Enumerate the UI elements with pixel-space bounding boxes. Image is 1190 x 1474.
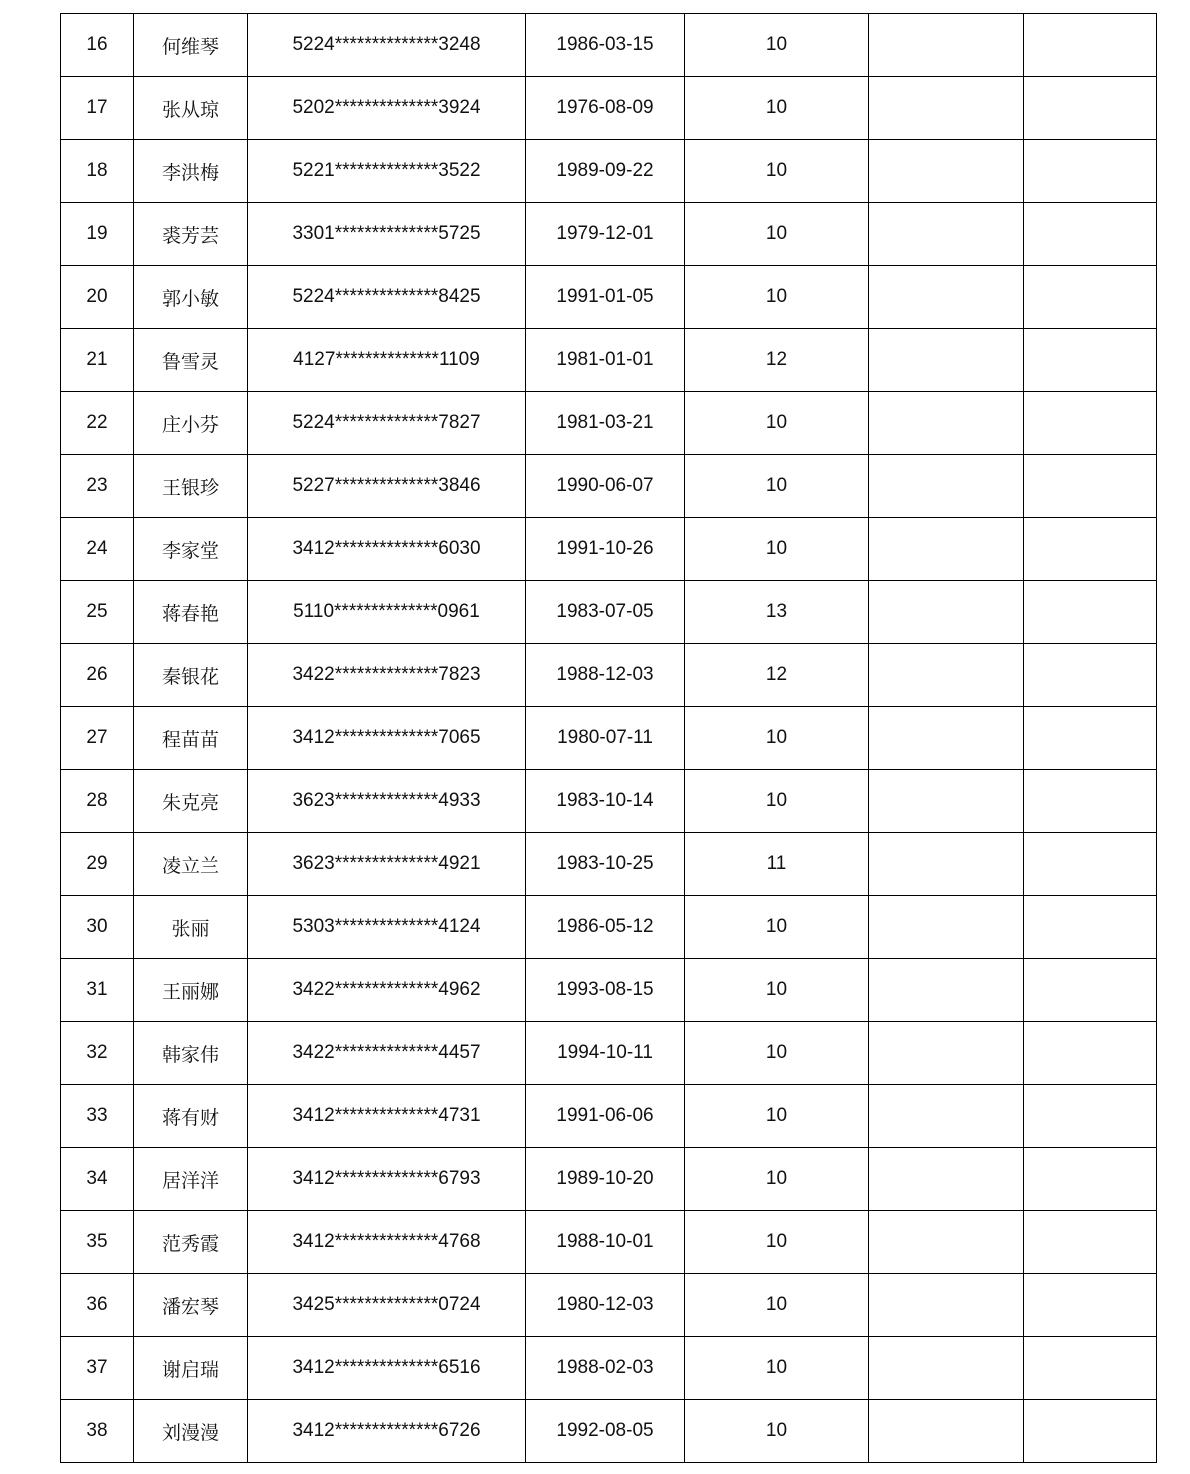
- blank-cell: [869, 266, 1024, 329]
- row-number-cell: 20: [61, 266, 134, 329]
- name-cell: 郭小敏: [134, 266, 248, 329]
- name-cell: 张从琼: [134, 77, 248, 140]
- birth-date-cell: 1988-10-01: [526, 1211, 685, 1274]
- birth-date-cell: 1988-12-03: [526, 644, 685, 707]
- name-cell: 朱克亮: [134, 770, 248, 833]
- name-cell: 何维琴: [134, 14, 248, 77]
- blank-cell: [1024, 1085, 1157, 1148]
- blank-cell: [1024, 770, 1157, 833]
- row-number-cell: 32: [61, 1022, 134, 1085]
- blank-cell: [869, 203, 1024, 266]
- name-cell: 蒋春艳: [134, 581, 248, 644]
- birth-date-cell: 1994-10-11: [526, 1022, 685, 1085]
- blank-cell: [1024, 266, 1157, 329]
- blank-cell: [869, 896, 1024, 959]
- blank-cell: [869, 77, 1024, 140]
- blank-cell: [869, 1085, 1024, 1148]
- id-number-cell: 5224**************3248: [248, 14, 526, 77]
- name-cell: 谢启瑞: [134, 1337, 248, 1400]
- row-number-cell: 31: [61, 959, 134, 1022]
- table-row: [61, 770, 1157, 833]
- id-number-cell: 5224**************8425: [248, 266, 526, 329]
- blank-cell: [869, 1337, 1024, 1400]
- blank-cell: [1024, 1022, 1157, 1085]
- birth-date-cell: 1981-01-01: [526, 329, 685, 392]
- birth-date-cell: 1983-10-14: [526, 770, 685, 833]
- table-row: [61, 959, 1157, 1022]
- name-cell: 范秀霞: [134, 1211, 248, 1274]
- value-cell: 10: [685, 1337, 869, 1400]
- blank-cell: [1024, 644, 1157, 707]
- row-number-cell: 26: [61, 644, 134, 707]
- table-row: [61, 518, 1157, 581]
- blank-cell: [869, 833, 1024, 896]
- birth-date-cell: 1989-09-22: [526, 140, 685, 203]
- table-row: [61, 1211, 1157, 1274]
- blank-cell: [1024, 1337, 1157, 1400]
- row-number-cell: 38: [61, 1400, 134, 1463]
- value-cell: 10: [685, 455, 869, 518]
- id-number-cell: 3412**************6793: [248, 1148, 526, 1211]
- name-cell: 鲁雪灵: [134, 329, 248, 392]
- name-cell: 王丽娜: [134, 959, 248, 1022]
- table-row: [61, 1085, 1157, 1148]
- blank-cell: [1024, 77, 1157, 140]
- id-number-cell: 5221**************3522: [248, 140, 526, 203]
- blank-cell: [1024, 581, 1157, 644]
- value-cell: 10: [685, 1274, 869, 1337]
- name-cell: 程苗苗: [134, 707, 248, 770]
- blank-cell: [869, 1211, 1024, 1274]
- blank-cell: [1024, 392, 1157, 455]
- birth-date-cell: 1980-12-03: [526, 1274, 685, 1337]
- blank-cell: [1024, 1148, 1157, 1211]
- birth-date-cell: 1983-07-05: [526, 581, 685, 644]
- value-cell: 10: [685, 1400, 869, 1463]
- blank-cell: [869, 392, 1024, 455]
- birth-date-cell: 1989-10-20: [526, 1148, 685, 1211]
- birth-date-cell: 1986-03-15: [526, 14, 685, 77]
- birth-date-cell: 1979-12-01: [526, 203, 685, 266]
- table-row: [61, 833, 1157, 896]
- birth-date-cell: 1991-10-26: [526, 518, 685, 581]
- row-number-cell: 23: [61, 455, 134, 518]
- name-cell: 潘宏琴: [134, 1274, 248, 1337]
- row-number-cell: 34: [61, 1148, 134, 1211]
- value-cell: 10: [685, 1085, 869, 1148]
- id-number-cell: 5303**************4124: [248, 896, 526, 959]
- name-cell: 裘芳芸: [134, 203, 248, 266]
- row-number-cell: 29: [61, 833, 134, 896]
- value-cell: 10: [685, 1022, 869, 1085]
- blank-cell: [1024, 1274, 1157, 1337]
- value-cell: 10: [685, 770, 869, 833]
- blank-cell: [869, 644, 1024, 707]
- value-cell: 13: [685, 581, 869, 644]
- blank-cell: [1024, 455, 1157, 518]
- row-number-cell: 27: [61, 707, 134, 770]
- id-number-cell: 5227**************3846: [248, 455, 526, 518]
- name-cell: 庄小芬: [134, 392, 248, 455]
- blank-cell: [869, 707, 1024, 770]
- table-row: [61, 329, 1157, 392]
- blank-cell: [869, 140, 1024, 203]
- row-number-cell: 16: [61, 14, 134, 77]
- name-cell: 张丽: [134, 896, 248, 959]
- blank-cell: [1024, 959, 1157, 1022]
- id-number-cell: 5110**************0961: [248, 581, 526, 644]
- name-cell: 刘漫漫: [134, 1400, 248, 1463]
- table-row: [61, 644, 1157, 707]
- id-number-cell: 5202**************3924: [248, 77, 526, 140]
- id-number-cell: 4127**************1109: [248, 329, 526, 392]
- birth-date-cell: 1991-01-05: [526, 266, 685, 329]
- birth-date-cell: 1980-07-11: [526, 707, 685, 770]
- birth-date-cell: 1991-06-06: [526, 1085, 685, 1148]
- value-cell: 10: [685, 896, 869, 959]
- birth-date-cell: 1983-10-25: [526, 833, 685, 896]
- blank-cell: [1024, 707, 1157, 770]
- table-row: [61, 1400, 1157, 1463]
- row-number-cell: 22: [61, 392, 134, 455]
- roster-table: [60, 13, 1157, 1463]
- value-cell: 10: [685, 518, 869, 581]
- name-cell: 蒋有财: [134, 1085, 248, 1148]
- row-number-cell: 21: [61, 329, 134, 392]
- id-number-cell: 3412**************6030: [248, 518, 526, 581]
- table-row: [61, 1022, 1157, 1085]
- table-row: [61, 455, 1157, 518]
- blank-cell: [869, 581, 1024, 644]
- table-row: [61, 1148, 1157, 1211]
- blank-cell: [869, 1400, 1024, 1463]
- name-cell: 王银珍: [134, 455, 248, 518]
- row-number-cell: 24: [61, 518, 134, 581]
- blank-cell: [869, 455, 1024, 518]
- row-number-cell: 37: [61, 1337, 134, 1400]
- table-row: [61, 14, 1157, 77]
- row-number-cell: 18: [61, 140, 134, 203]
- blank-cell: [1024, 329, 1157, 392]
- table-row: [61, 140, 1157, 203]
- id-number-cell: 5224**************7827: [248, 392, 526, 455]
- birth-date-cell: 1976-08-09: [526, 77, 685, 140]
- row-number-cell: 17: [61, 77, 134, 140]
- blank-cell: [1024, 1211, 1157, 1274]
- id-number-cell: 3412**************4731: [248, 1085, 526, 1148]
- value-cell: 10: [685, 77, 869, 140]
- blank-cell: [869, 770, 1024, 833]
- name-cell: 李家堂: [134, 518, 248, 581]
- row-number-cell: 35: [61, 1211, 134, 1274]
- name-cell: 凌立兰: [134, 833, 248, 896]
- blank-cell: [869, 14, 1024, 77]
- blank-cell: [869, 1022, 1024, 1085]
- table-row: [61, 1337, 1157, 1400]
- table-row: [61, 896, 1157, 959]
- blank-cell: [869, 959, 1024, 1022]
- blank-cell: [1024, 518, 1157, 581]
- value-cell: 10: [685, 14, 869, 77]
- value-cell: 10: [685, 392, 869, 455]
- id-number-cell: 3422**************4962: [248, 959, 526, 1022]
- table-row: [61, 392, 1157, 455]
- table-row: [61, 1274, 1157, 1337]
- value-cell: 11: [685, 833, 869, 896]
- birth-date-cell: 1986-05-12: [526, 896, 685, 959]
- id-number-cell: 3422**************4457: [248, 1022, 526, 1085]
- blank-cell: [869, 518, 1024, 581]
- id-number-cell: 3623**************4933: [248, 770, 526, 833]
- table-row: [61, 203, 1157, 266]
- id-number-cell: 3412**************6726: [248, 1400, 526, 1463]
- table-row: [61, 707, 1157, 770]
- value-cell: 10: [685, 959, 869, 1022]
- name-cell: 居洋洋: [134, 1148, 248, 1211]
- table-row: [61, 581, 1157, 644]
- id-number-cell: 3422**************7823: [248, 644, 526, 707]
- blank-cell: [869, 329, 1024, 392]
- birth-date-cell: 1990-06-07: [526, 455, 685, 518]
- roster-body: [61, 14, 1157, 1463]
- id-number-cell: 3623**************4921: [248, 833, 526, 896]
- id-number-cell: 3301**************5725: [248, 203, 526, 266]
- value-cell: 10: [685, 203, 869, 266]
- name-cell: 韩家伟: [134, 1022, 248, 1085]
- id-number-cell: 3412**************7065: [248, 707, 526, 770]
- value-cell: 10: [685, 707, 869, 770]
- value-cell: 12: [685, 329, 869, 392]
- blank-cell: [1024, 14, 1157, 77]
- row-number-cell: 19: [61, 203, 134, 266]
- blank-cell: [869, 1148, 1024, 1211]
- id-number-cell: 3425**************0724: [248, 1274, 526, 1337]
- value-cell: 10: [685, 1211, 869, 1274]
- id-number-cell: 3412**************4768: [248, 1211, 526, 1274]
- value-cell: 10: [685, 140, 869, 203]
- table-row: [61, 77, 1157, 140]
- blank-cell: [1024, 140, 1157, 203]
- id-number-cell: 3412**************6516: [248, 1337, 526, 1400]
- value-cell: 10: [685, 266, 869, 329]
- blank-cell: [1024, 1400, 1157, 1463]
- birth-date-cell: 1993-08-15: [526, 959, 685, 1022]
- blank-cell: [1024, 203, 1157, 266]
- row-number-cell: 36: [61, 1274, 134, 1337]
- row-number-cell: 30: [61, 896, 134, 959]
- value-cell: 10: [685, 1148, 869, 1211]
- blank-cell: [1024, 833, 1157, 896]
- blank-cell: [1024, 896, 1157, 959]
- row-number-cell: 25: [61, 581, 134, 644]
- birth-date-cell: 1988-02-03: [526, 1337, 685, 1400]
- birth-date-cell: 1981-03-21: [526, 392, 685, 455]
- table-row: [61, 266, 1157, 329]
- row-number-cell: 33: [61, 1085, 134, 1148]
- value-cell: 12: [685, 644, 869, 707]
- row-number-cell: 28: [61, 770, 134, 833]
- name-cell: 秦银花: [134, 644, 248, 707]
- name-cell: 李洪梅: [134, 140, 248, 203]
- birth-date-cell: 1992-08-05: [526, 1400, 685, 1463]
- blank-cell: [869, 1274, 1024, 1337]
